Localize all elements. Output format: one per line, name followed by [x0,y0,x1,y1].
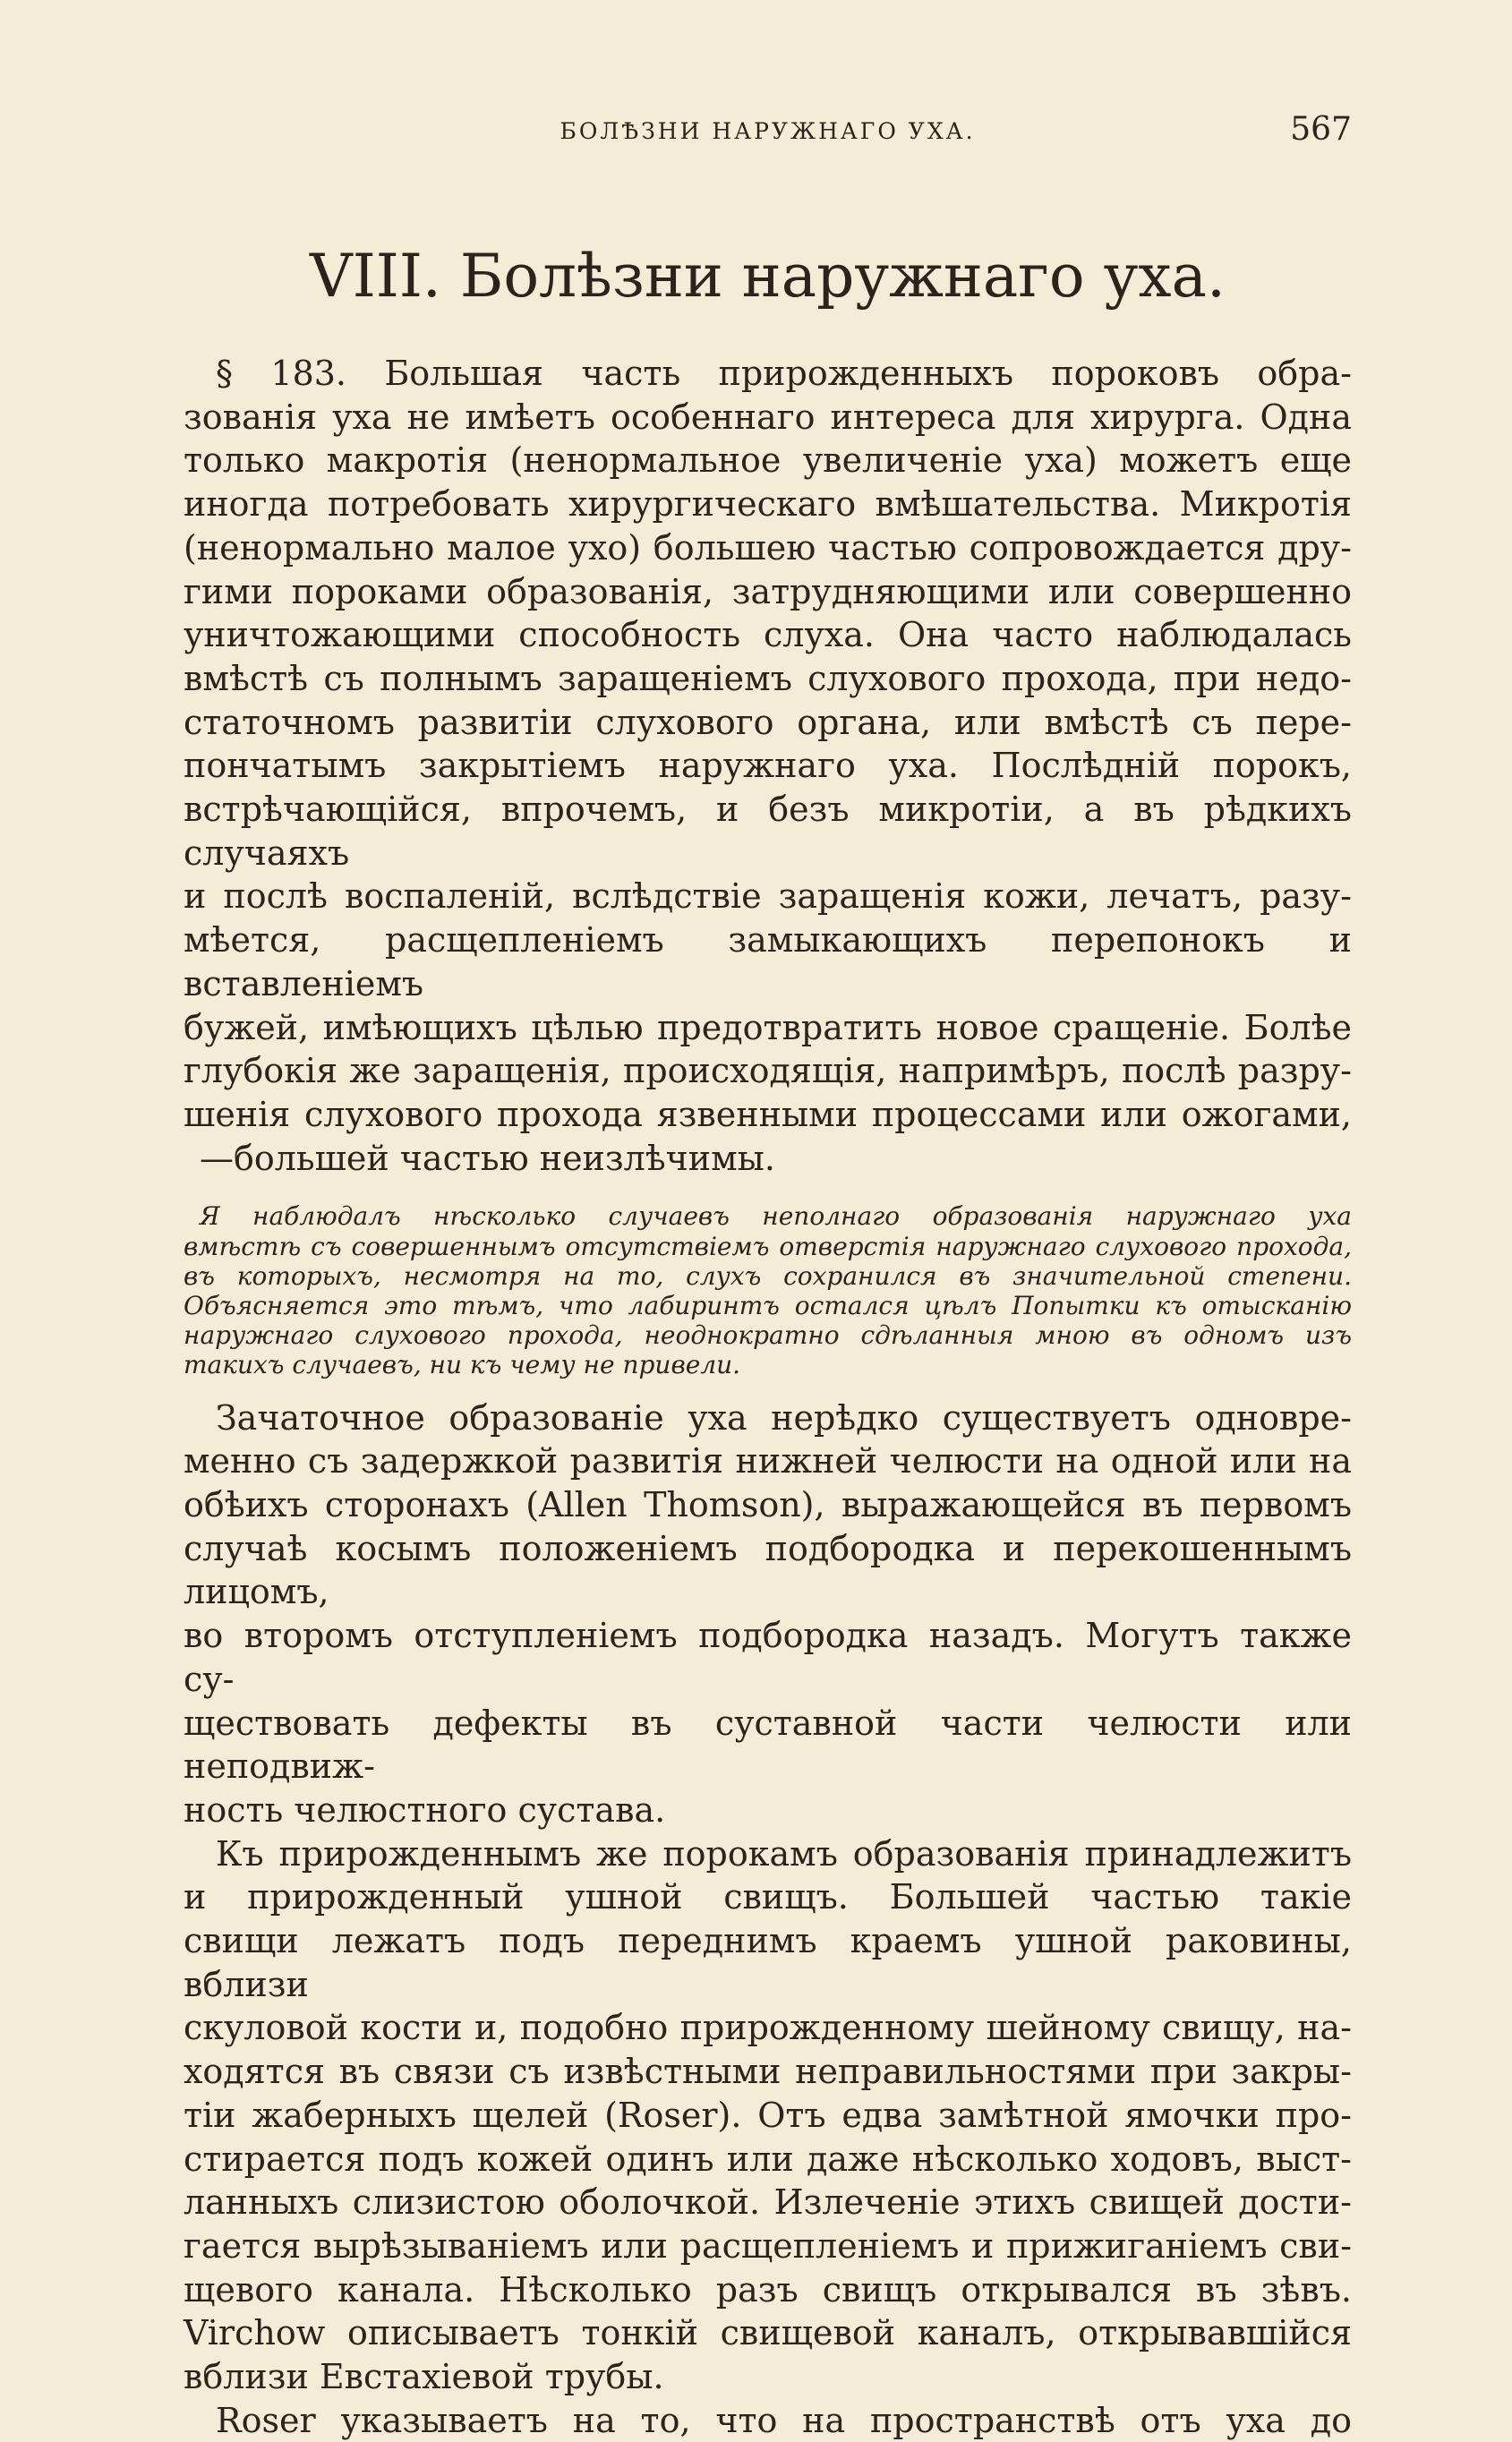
text-line: вмѣстѣ съ полнымъ заращеніемъ слухового прохода, при недо- [184,658,1352,698]
text-line: зованія уха не имѣетъ особеннаго интереса для хирурга. Одна [184,397,1352,437]
text-line: Roser указываетъ на то, что на пространствѣ отъ уха до [216,2400,1352,2440]
small-print-note [184,1201,1352,1379]
text-line: глубокія же заращенія, происходящія, напримѣръ, послѣ разру- [184,1051,1352,1091]
note-line: Я наблюдалъ нѣсколько случаевъ неполнаго образованія наружнаго уха [200,1201,1352,1232]
page-number: 567 [1290,111,1352,148]
note-line: Объясняется это тѣмъ, что лабиринтъ остался цѣлъ Попытки къ отысканію [184,1290,1352,1320]
text-line: бужей, имѣющихъ цѣлью предотвратить новое сращеніе. Болѣе [184,1007,1352,1047]
text-line: ланныхъ слизистою оболочкой. Излеченіе этихъ свищей дости- [184,2182,1352,2223]
text-line: тіи жаберныхъ щелей (Roser). Отъ едва замѣтной ямочки про- [184,2095,1352,2135]
text-line: ходятся въ связи съ извѣстными неправильностями при закры- [184,2052,1352,2092]
page-body [184,352,1352,2442]
text-line: стирается подъ кожей одинъ или даже нѣсколько ходовъ, выст- [184,2139,1352,2179]
text-line: во второмъ отступленіемъ подбородка назадъ. Могутъ также су- [184,1616,1352,1699]
text-line: мѣется, расщепленіемъ замыкающихъ перепонокъ и вставленіемъ [184,920,1352,1003]
text-line: Къ прирожденнымъ же порокамъ образованія принадлежитъ [216,1833,1352,1874]
text-line: пончатымъ закрытіемъ наружнаго уха. Послѣдній порокъ, [184,746,1352,786]
text-line: статочномъ развитіи слухового органа, или вмѣстѣ съ пере- [184,702,1352,742]
chapter-title: VIII. Болѣзни наружнаго уха. [310,242,1226,311]
text-line: менно съ задержкой развитія нижней челюсти на одной или на [184,1441,1352,1481]
text-line: ность челюстного сустава. [184,1789,666,1830]
text-line: только макротія (ненормальное увеличеніе уха) можетъ еще [184,440,1352,481]
running-title: БОЛѢЗНИ НАРУЖНАГО УХА. [560,118,976,144]
text-line: Зачаточное образованіе уха нерѣдко существуетъ одновре- [216,1397,1352,1438]
text-line: гается вырѣзываніемъ или расщепленіемъ и прижиганіемъ сви- [184,2225,1352,2266]
text-line: и прирожденный ушной свищъ. Большей частью такіе [184,1877,1352,1917]
text-line: иногда потребовать хирургическаго вмѣшательства. Микротія [184,484,1352,525]
text-line: ществовать дефекты въ суставной части челюсти или неподвиж- [184,1703,1352,1787]
text-line: Virchow описываетъ тонкій свищевой каналъ, открывавшійся [184,2313,1352,2353]
text-line: (ненормально малое ухо) большею частью сопровождается дру- [184,527,1352,568]
text-line: скуловой кости и, подобно прирожденному шейному свищу, на- [184,2008,1352,2048]
running-head [184,111,1352,154]
paragraph-183 [184,352,1352,1180]
text-line: шенія слухового прохода язвенными процессами или ожогами, [184,1094,1352,1134]
note-line: такихъ случаевъ, ни къ чему не привели. [184,1350,741,1380]
text-line: встрѣчающійся, впрочемъ, и безъ микротіи, а въ рѣдкихъ случаяхъ [184,790,1352,873]
paragraph-roser [184,2399,1352,2442]
text-line: обѣихъ сторонахъ (Allen Thomson), выражающейся въ первомъ [184,1484,1352,1524]
text-line: и послѣ воспаленій, вслѣдствіе заращенія кожи, лечатъ, разу- [184,876,1352,917]
paragraph-rudimentary-ear [184,1396,1352,1832]
paragraph-ear-fistula [184,1832,1352,2399]
note-line: вмѣстѣ съ совершеннымъ отсутствіемъ отверстія наружнаго слухового прохода, [184,1231,1352,1261]
note-line: наружнаго слухового прохода, неоднократно сдѣланныя мною въ одномъ изъ [184,1320,1352,1351]
text-line: гими пороками образованія, затрудняющими или совершенно [184,571,1352,611]
text-line: свищи лежатъ подъ переднимъ краемъ ушной раковины, вблизи [184,1921,1352,2004]
text-line: щевого канала. Нѣсколько разъ свищъ открывался въ зѣвъ. [184,2269,1352,2310]
text-line: случаѣ косымъ положеніемъ подбородка и перекошеннымъ лицомъ, [184,1528,1352,1612]
text-line: —большей частью неизлѣчимы. [200,1138,775,1178]
text-line: вблизи Евстахіевой трубы. [184,2357,664,2397]
note-line: въ которыхъ, несмотря на то, слухъ сохранился въ значительной степени. [184,1260,1352,1291]
text-line: § 183. Большая часть прирожденныхъ пороковъ обра- [216,354,1352,393]
text-line: уничтожающими способность слуха. Она часто наблюдалась [184,615,1352,655]
